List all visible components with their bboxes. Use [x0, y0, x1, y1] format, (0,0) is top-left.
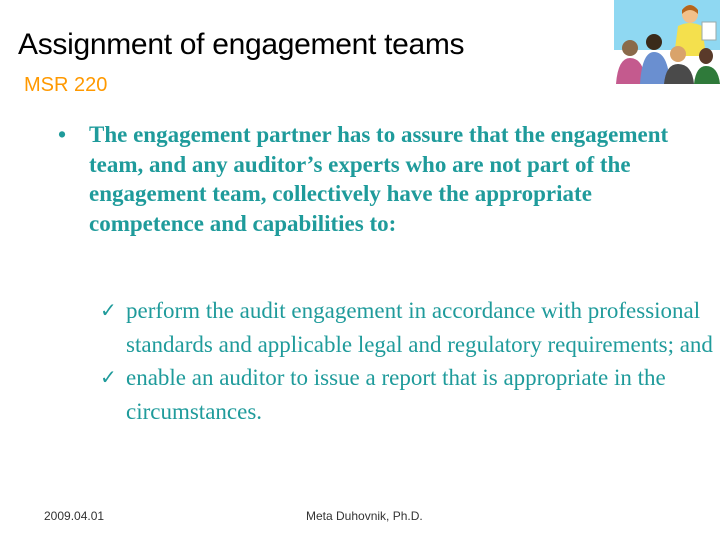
- main-bullet-text: The engagement partner has to assure that the engagement team, and any auditor’s experts who are not part of the engagement team, collectively have the appropriate competence and capabilities to:: [89, 122, 669, 236]
- slide-subtitle: MSR 220: [24, 74, 108, 96]
- checkmark-icon: ✓: [100, 365, 117, 389]
- check-item-text: perform the audit engagement in accordance with professional standards and applicable legal and regulatory requirements; and: [126, 298, 713, 357]
- bullet-dot: •: [58, 122, 67, 147]
- check-item: [100, 361, 715, 428]
- slide-title: Assignment of engagement teams: [18, 28, 465, 61]
- check-item-text: enable an auditor to issue a report that is appropriate in the circumstances.: [126, 365, 666, 424]
- main-bullet: [58, 120, 698, 238]
- footer-author: Meta Duhovnik, Ph.D.: [306, 509, 423, 523]
- footer-date: 2009.04.01: [44, 509, 105, 523]
- check-item: [100, 294, 715, 361]
- checkmark-icon: ✓: [100, 298, 117, 322]
- presenter-audience-clipart-icon: [608, 0, 720, 84]
- check-list: [100, 294, 715, 428]
